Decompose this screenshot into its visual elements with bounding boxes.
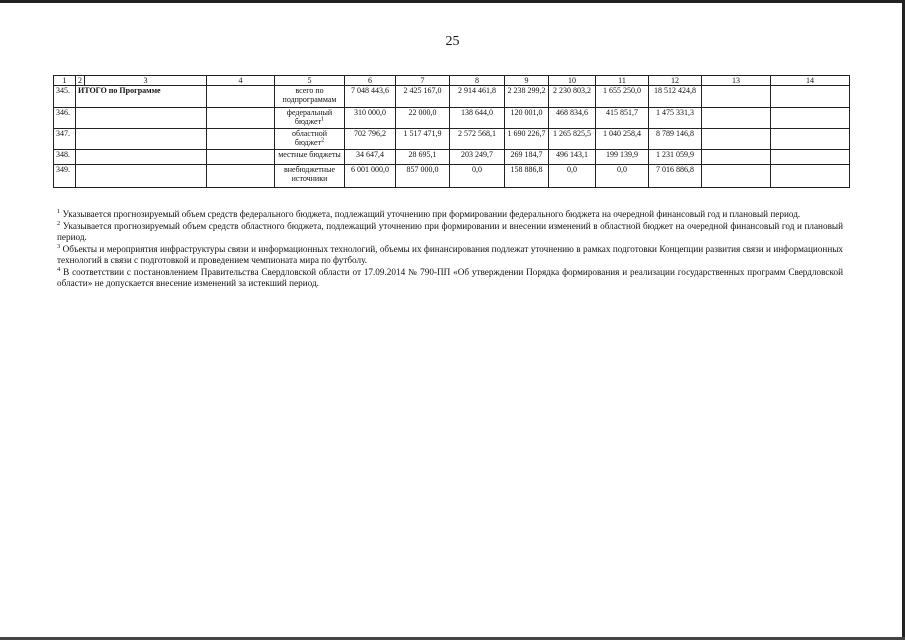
empty-cell: [771, 165, 850, 188]
funding-source: [275, 129, 345, 150]
empty-cell: [207, 150, 275, 165]
table-row: [54, 86, 850, 108]
empty-cell: [771, 150, 850, 165]
value-cell: 22 000,0: [396, 108, 450, 129]
empty-cell: [771, 86, 850, 108]
footnotes: [57, 209, 843, 290]
value-cell: 1 040 258,4: [596, 129, 649, 150]
value-cell: 468 834,6: [549, 108, 596, 129]
value-cell: 415 851,7: [596, 108, 649, 129]
funding-source: [275, 165, 345, 188]
page-number: 25: [445, 34, 460, 49]
footnote-text: Указывается прогнозируемый объем средств областного бюджета, подлежащий уточнению при формировании и внесении изменений в областной бюджет на очередной финансовый год и плановый период.: [57, 221, 843, 242]
empty-cell: [771, 108, 850, 129]
value-cell: 199 139,9: [596, 150, 649, 165]
column-number: 14: [771, 76, 850, 86]
row-name: ИТОГО по Программе: [76, 86, 207, 108]
empty-cell: [702, 129, 771, 150]
value-cell: 0,0: [549, 165, 596, 188]
empty-cell: [207, 108, 275, 129]
value-cell: 496 143,1: [549, 150, 596, 165]
value-cell: 2 425 167,0: [396, 86, 450, 108]
value-cell: 1 655 250,0: [596, 86, 649, 108]
funding-source-label: областной бюджет: [291, 129, 328, 147]
column-number: 5: [275, 76, 345, 86]
column-number: 12: [649, 76, 702, 86]
value-cell: 7 016 886,8: [649, 165, 702, 188]
table-row: [54, 150, 850, 165]
column-number: 6: [345, 76, 396, 86]
value-cell: 18 512 424,8: [649, 86, 702, 108]
page-border-top: [0, 0, 905, 3]
column-number-row: [54, 76, 850, 86]
funding-source-label: внебюджетные источники: [284, 165, 335, 183]
funding-source-label: федеральный бюджет: [286, 108, 333, 126]
funding-source: [275, 86, 345, 108]
value-cell: 120 001,0: [505, 108, 549, 129]
value-cell: 702 796,2: [345, 129, 396, 150]
value-cell: 0,0: [450, 165, 505, 188]
row-number: 347.: [54, 129, 76, 150]
row-number: 348.: [54, 150, 76, 165]
value-cell: 7 048 443,6: [345, 86, 396, 108]
column-number: 8: [450, 76, 505, 86]
value-cell: 269 184,7: [505, 150, 549, 165]
column-number: 2: [76, 76, 85, 86]
column-number: 1: [54, 76, 76, 86]
column-number: 9: [505, 76, 549, 86]
value-cell: 1 265 825,5: [549, 129, 596, 150]
value-cell: 310 000,0: [345, 108, 396, 129]
empty-cell: [771, 129, 850, 150]
funding-source-label: всего по подпрограммам: [282, 86, 337, 104]
table-row: [54, 129, 850, 150]
footnote-mark: 1: [321, 116, 325, 123]
row-number: 349.: [54, 165, 76, 188]
funding-source-label: местные бюджеты: [278, 150, 341, 159]
footnote: [57, 267, 843, 289]
footnote-mark: 2: [57, 219, 61, 227]
column-number: 4: [207, 76, 275, 86]
budget-table: [53, 75, 850, 188]
empty-cell: [76, 108, 207, 129]
footnote-text: Объекты и мероприятия инфраструктуры связи и информационных технологий, объемы их финансирования подлежат уточнению в рамках подготовки Концепции развития связи и информационных технологий в связи с подготовкой и проведением чемпионата мира по футболу.: [57, 244, 844, 265]
empty-cell: [702, 165, 771, 188]
footnote-mark: 2: [321, 137, 325, 144]
value-cell: 34 647,4: [345, 150, 396, 165]
column-number: 3: [85, 76, 207, 86]
empty-cell: [207, 86, 275, 108]
footnote-text: В соответствии с постановлением Правительства Свердловской области от 17.09.2014 № 790-ПП «Об утверждении Порядка формирования и реализации государственных программ Свердловской области» не допускается внесение изменений за истекший период.: [57, 267, 844, 288]
table-row: [54, 165, 850, 188]
value-cell: 8 789 146,8: [649, 129, 702, 150]
empty-cell: [76, 150, 207, 165]
column-number: 11: [596, 76, 649, 86]
row-number: 346.: [54, 108, 76, 129]
empty-cell: [76, 129, 207, 150]
value-cell: 857 000,0: [396, 165, 450, 188]
value-cell: 203 249,7: [450, 150, 505, 165]
footnote: [57, 221, 843, 243]
value-cell: 138 644,0: [450, 108, 505, 129]
empty-cell: [207, 129, 275, 150]
empty-cell: [702, 86, 771, 108]
value-cell: 2 572 568,1: [450, 129, 505, 150]
footnote-mark: 3: [57, 242, 61, 250]
empty-cell: [702, 150, 771, 165]
column-number: 7: [396, 76, 450, 86]
value-cell: 1 690 226,7: [505, 129, 549, 150]
row-number: 345.: [54, 86, 76, 108]
value-cell: 2 238 299,2: [505, 86, 549, 108]
footnote: [57, 244, 843, 266]
value-cell: 158 886,8: [505, 165, 549, 188]
footnote-mark: 1: [57, 207, 61, 215]
value-cell: 1 517 471,9: [396, 129, 450, 150]
value-cell: 1 475 331,3: [649, 108, 702, 129]
value-cell: 2 914 461,8: [450, 86, 505, 108]
footnote-mark: 4: [57, 265, 61, 273]
value-cell: 28 695,1: [396, 150, 450, 165]
value-cell: 2 230 803,2: [549, 86, 596, 108]
column-number: 13: [702, 76, 771, 86]
footnote: [57, 209, 843, 220]
column-number: 10: [549, 76, 596, 86]
empty-cell: [207, 165, 275, 188]
empty-cell: [702, 108, 771, 129]
funding-source: [275, 150, 345, 165]
footnote-text: Указывается прогнозируемый объем средств федерального бюджета, подлежащий уточнению при формировании федерального бюджета на очередной финансовый год и плановый период.: [62, 209, 801, 219]
funding-source: [275, 108, 345, 129]
value-cell: 0,0: [596, 165, 649, 188]
empty-cell: [76, 165, 207, 188]
table-row: [54, 108, 850, 129]
value-cell: 6 001 000,0: [345, 165, 396, 188]
value-cell: 1 231 059,9: [649, 150, 702, 165]
